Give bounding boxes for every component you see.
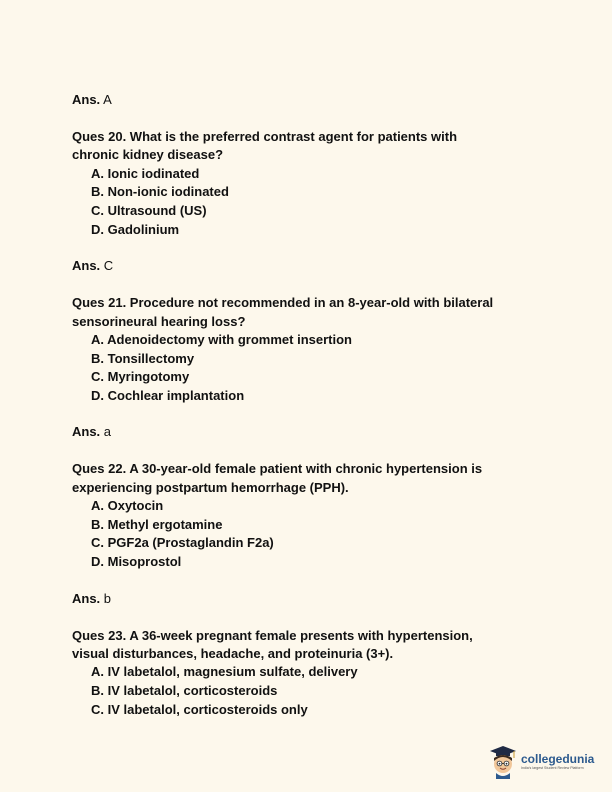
question-text: Ques 20. What is the preferred contrast agent for patients with (72, 129, 458, 144)
question-text: Ques 23. A 36-week pregnant female presents with hypertension, (72, 627, 473, 643)
question-21 (72, 294, 542, 405)
option-a: A. IV labetalol, magnesium sulfate, delivery (91, 664, 358, 680)
question-22 (72, 460, 542, 571)
option-c: C. PGF2a (Prostaglandin F2a) (91, 535, 274, 551)
answer-19: Ans. A (72, 92, 112, 107)
option-b: B. Non-ionic iodinated (91, 184, 229, 200)
question-20 (72, 128, 542, 239)
option-a: A. Ionic iodinated (91, 165, 200, 181)
mascot-graduate-icon (489, 745, 517, 779)
brand-name: collegedunia (521, 752, 595, 766)
question-text: Ques 22. A 30-year-old female patient with chronic hypertension is (72, 461, 483, 477)
options-list (91, 663, 542, 719)
answer-22: Ans. b (72, 590, 112, 606)
option-a: A. Oxytocin (91, 498, 164, 514)
option-c: C. Ultrasound (US) (91, 203, 207, 218)
question-text: chronic kidney disease? (72, 147, 224, 163)
option-c: C. Myringotomy (91, 369, 190, 385)
option-d: D. Misoprostol (91, 553, 182, 569)
option-d: D. Gadolinium (91, 221, 180, 237)
question-text: experiencing postpartum hemorrhage (PPH). (72, 479, 349, 495)
collegedunia-logo (489, 744, 599, 780)
answer-21: Ans. a (72, 424, 112, 440)
options-list (91, 331, 542, 405)
question-text: visual disturbances, headache, and proteinuria (3+). (72, 645, 394, 661)
option-b: B. Tonsillectomy (91, 350, 195, 366)
question-text: Ques 21. Procedure not recommended in an 8-year-old with bilateral (72, 295, 494, 311)
option-b: B. IV labetalol, corticosteroids (91, 682, 278, 698)
question-text: sensorineural hearing loss? (72, 313, 246, 329)
brand-tagline: India's largest Student Review Platform (521, 766, 584, 770)
option-b: B. Methyl ergotamine (91, 516, 223, 532)
options-list (91, 165, 542, 239)
option-a: A. Adenoidectomy with grommet insertion (91, 332, 352, 347)
options-list (91, 497, 542, 571)
option-c: C. IV labetalol, corticosteroids only (91, 701, 308, 717)
document-body (72, 91, 542, 719)
question-23 (72, 627, 542, 720)
answer-20: Ans. C (72, 258, 114, 274)
option-d: D. Cochlear implantation (91, 387, 245, 403)
